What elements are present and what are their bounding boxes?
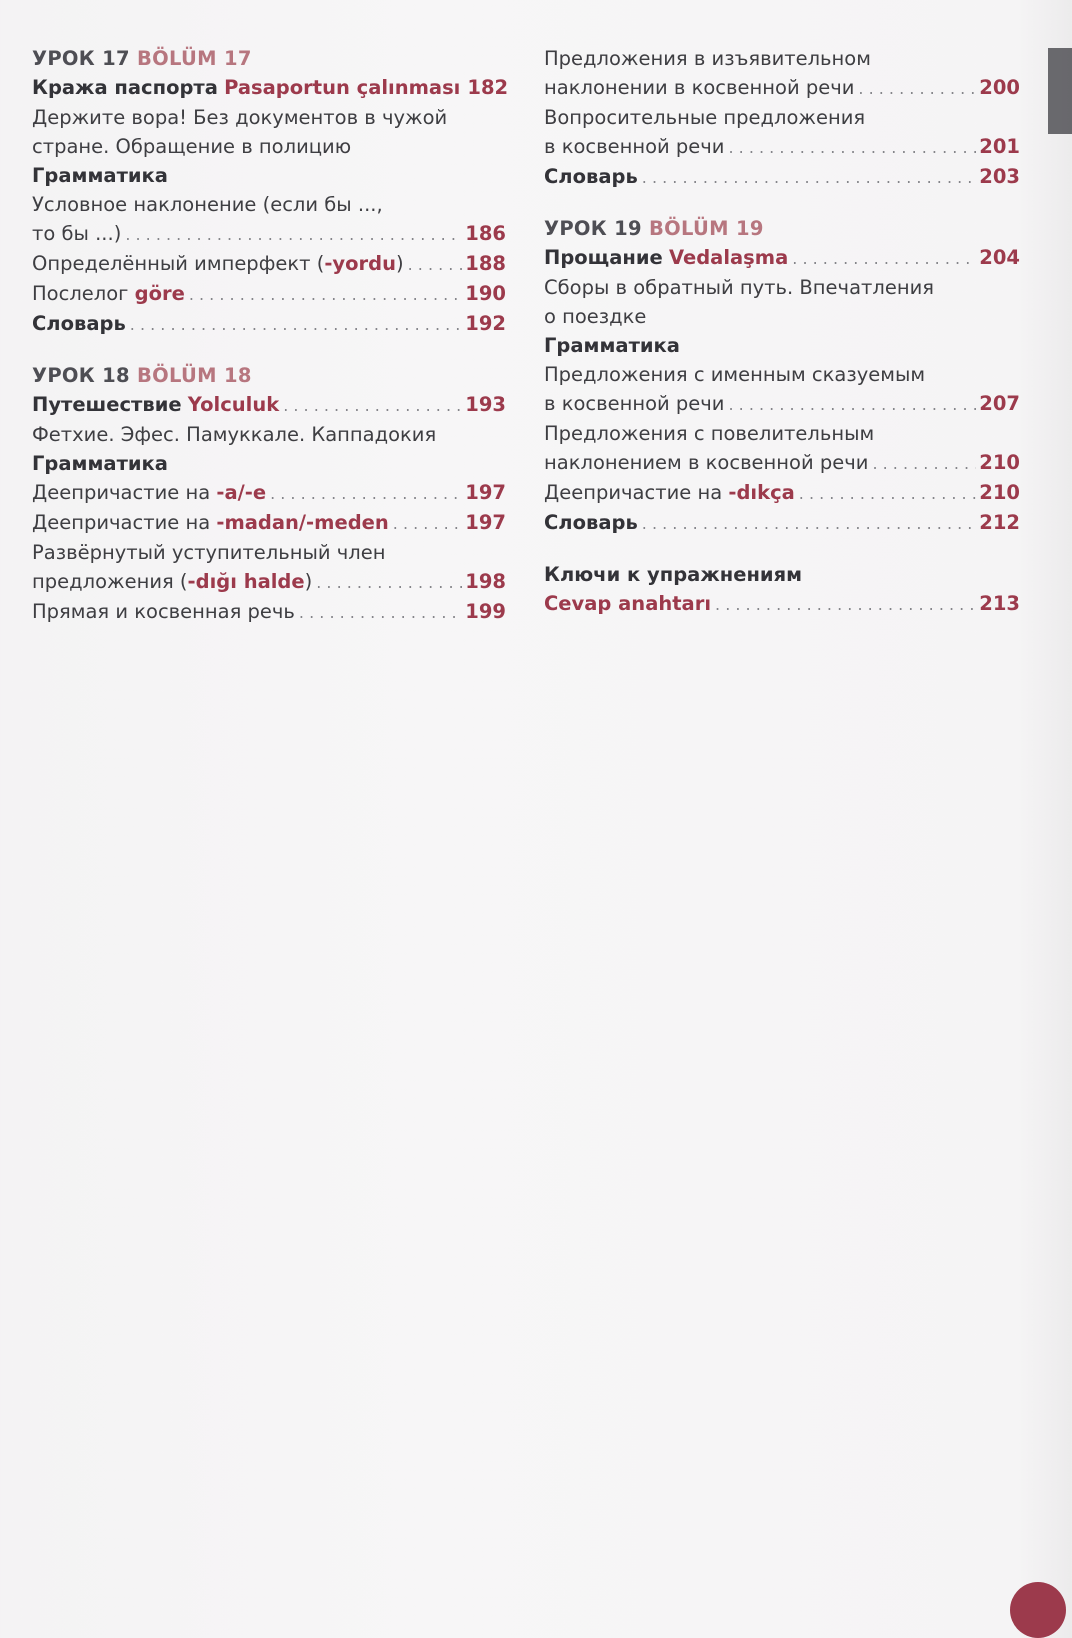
lesson-18-heading: УРОК 18 BÖLÜM 18 (32, 364, 252, 387)
page-number: 207 (979, 392, 1020, 415)
toc-entry-nominal-predicate-indirect[interactable]: в косвенной речи . . . 207 (544, 389, 1020, 419)
page-number: 193 (465, 393, 506, 416)
page-number: 199 (465, 600, 506, 623)
grammar-label: Грамматика (32, 164, 168, 187)
toc-entry-definite-imperfect[interactable]: Определённый имперфект (-yordu) . . . 188 (32, 249, 506, 279)
leader-dots (858, 74, 976, 103)
toc-entry-imperative-indirect[interactable]: наклонением в косвенной речи . . . 210 (544, 448, 1020, 478)
toc-entry-dictionary-19[interactable]: Словарь . . . 212 (544, 508, 1020, 538)
leader-dots (299, 598, 462, 627)
page-number: 200 (979, 76, 1020, 99)
page-number: 210 (979, 451, 1020, 474)
leader-dots (728, 133, 976, 162)
leader-dots (130, 310, 463, 339)
toc-entry-conditional-mood[interactable]: то бы ...) . . . 186 (32, 219, 506, 249)
leader-dots (125, 220, 462, 249)
page-number-badge (1010, 1582, 1066, 1638)
lesson-19-heading: УРОК 19 BÖLÜM 19 (544, 217, 764, 240)
lesson-19-description: Сборы в обратный путь. Впечатления (544, 276, 934, 299)
toc-right-column (544, 44, 1020, 619)
page-number: 203 (979, 165, 1020, 188)
leader-dots (792, 244, 976, 273)
leader-dots (642, 163, 977, 192)
page-number: 210 (979, 481, 1020, 504)
toc-entry-gerund-a-e[interactable]: Деепричастие на -a/-e . . . 197 (32, 478, 506, 508)
toc-entry-dictionary-17[interactable]: Словарь . . . 192 (32, 309, 506, 339)
leader-dots (393, 509, 463, 538)
page-number: 204 (979, 246, 1020, 269)
toc-entry-lesson-18-title[interactable]: Путешествие Yolculuk . . . 193 (32, 390, 506, 420)
toc-entry-gerund-madan[interactable]: Деепричастие на -madan/-meden . . . 197 (32, 508, 506, 538)
toc-entry-text: Условное наклонение (если бы ..., (32, 193, 383, 216)
lesson-18-description: Фетхие. Эфес. Памуккале. Каппадокия (32, 423, 437, 446)
leader-dots (728, 390, 976, 419)
page-number: 182 (467, 76, 509, 99)
page-number: 192 (465, 312, 506, 335)
leader-dots (270, 479, 462, 508)
toc-entry-gerund-dikca[interactable]: Деепричастие на -dıkça . . . 210 (544, 478, 1020, 508)
leader-dots (189, 280, 462, 309)
leader-dots (642, 509, 977, 538)
toc-entry-lesson-17-title[interactable]: Кража паспорта Pasaportun çalınması 182 (32, 73, 506, 103)
grammar-label: Грамматика (544, 334, 680, 357)
toc-entry-indicative-indirect[interactable]: наклонении в косвенной речи . . . 200 (544, 73, 1020, 103)
page-number: 213 (979, 592, 1020, 615)
page-edge-tab (1048, 48, 1072, 134)
page-number: 198 (465, 570, 506, 593)
toc-entry-answer-keys[interactable]: Cevap anahtarı . . . 213 (544, 589, 1020, 619)
leader-dots (283, 391, 462, 420)
lesson-17-heading: УРОК 17 BÖLÜM 17 (32, 47, 252, 70)
answer-keys-heading: Ключи к упражнениям (544, 563, 803, 586)
toc-entry-postposition-gore[interactable]: Послелог göre . . . 190 (32, 279, 506, 309)
page-number: 197 (465, 481, 506, 504)
toc-entry-text: Предложения с повелительным (544, 422, 875, 445)
toc-entry-text: Предложения с именным сказуемым (544, 363, 926, 386)
toc-entry-text: Вопросительные предложения (544, 106, 866, 129)
leader-dots (715, 590, 976, 619)
leader-dots (316, 568, 462, 597)
page-number: 212 (979, 511, 1020, 534)
lesson-17-description: Держите вора! Без документов в чужой (32, 106, 448, 129)
page-number: 186 (465, 222, 506, 245)
leader-dots (408, 250, 463, 279)
leader-dots (799, 479, 977, 508)
page-number: 188 (465, 252, 506, 275)
toc-entry-interrogative-indirect[interactable]: в косвенной речи . . . 201 (544, 132, 1020, 162)
toc-entry-lesson-19-title[interactable]: Прощание Vedalaşma . . . 204 (544, 243, 1020, 273)
page-number: 201 (979, 135, 1020, 158)
toc-entry-concessive[interactable]: предложения (-dığı halde) . . . 198 (32, 567, 506, 597)
grammar-label: Грамматика (32, 452, 168, 475)
leader-dots (872, 449, 976, 478)
toc-entry-dictionary-18[interactable]: Словарь . . . 203 (544, 162, 1020, 192)
toc-entry-direct-indirect-speech[interactable]: Прямая и косвенная речь . . . 199 (32, 597, 506, 627)
page-number: 190 (465, 282, 506, 305)
toc-entry-text: Предложения в изъявительном (544, 47, 871, 70)
lesson-19-description-cont: о поездке (544, 305, 647, 328)
page-number: 197 (465, 511, 506, 534)
toc-left-column (32, 44, 509, 627)
lesson-17-description-cont: стране. Обращение в полицию (32, 135, 352, 158)
toc-entry-text: Развёрнутый уступительный член (32, 541, 386, 564)
